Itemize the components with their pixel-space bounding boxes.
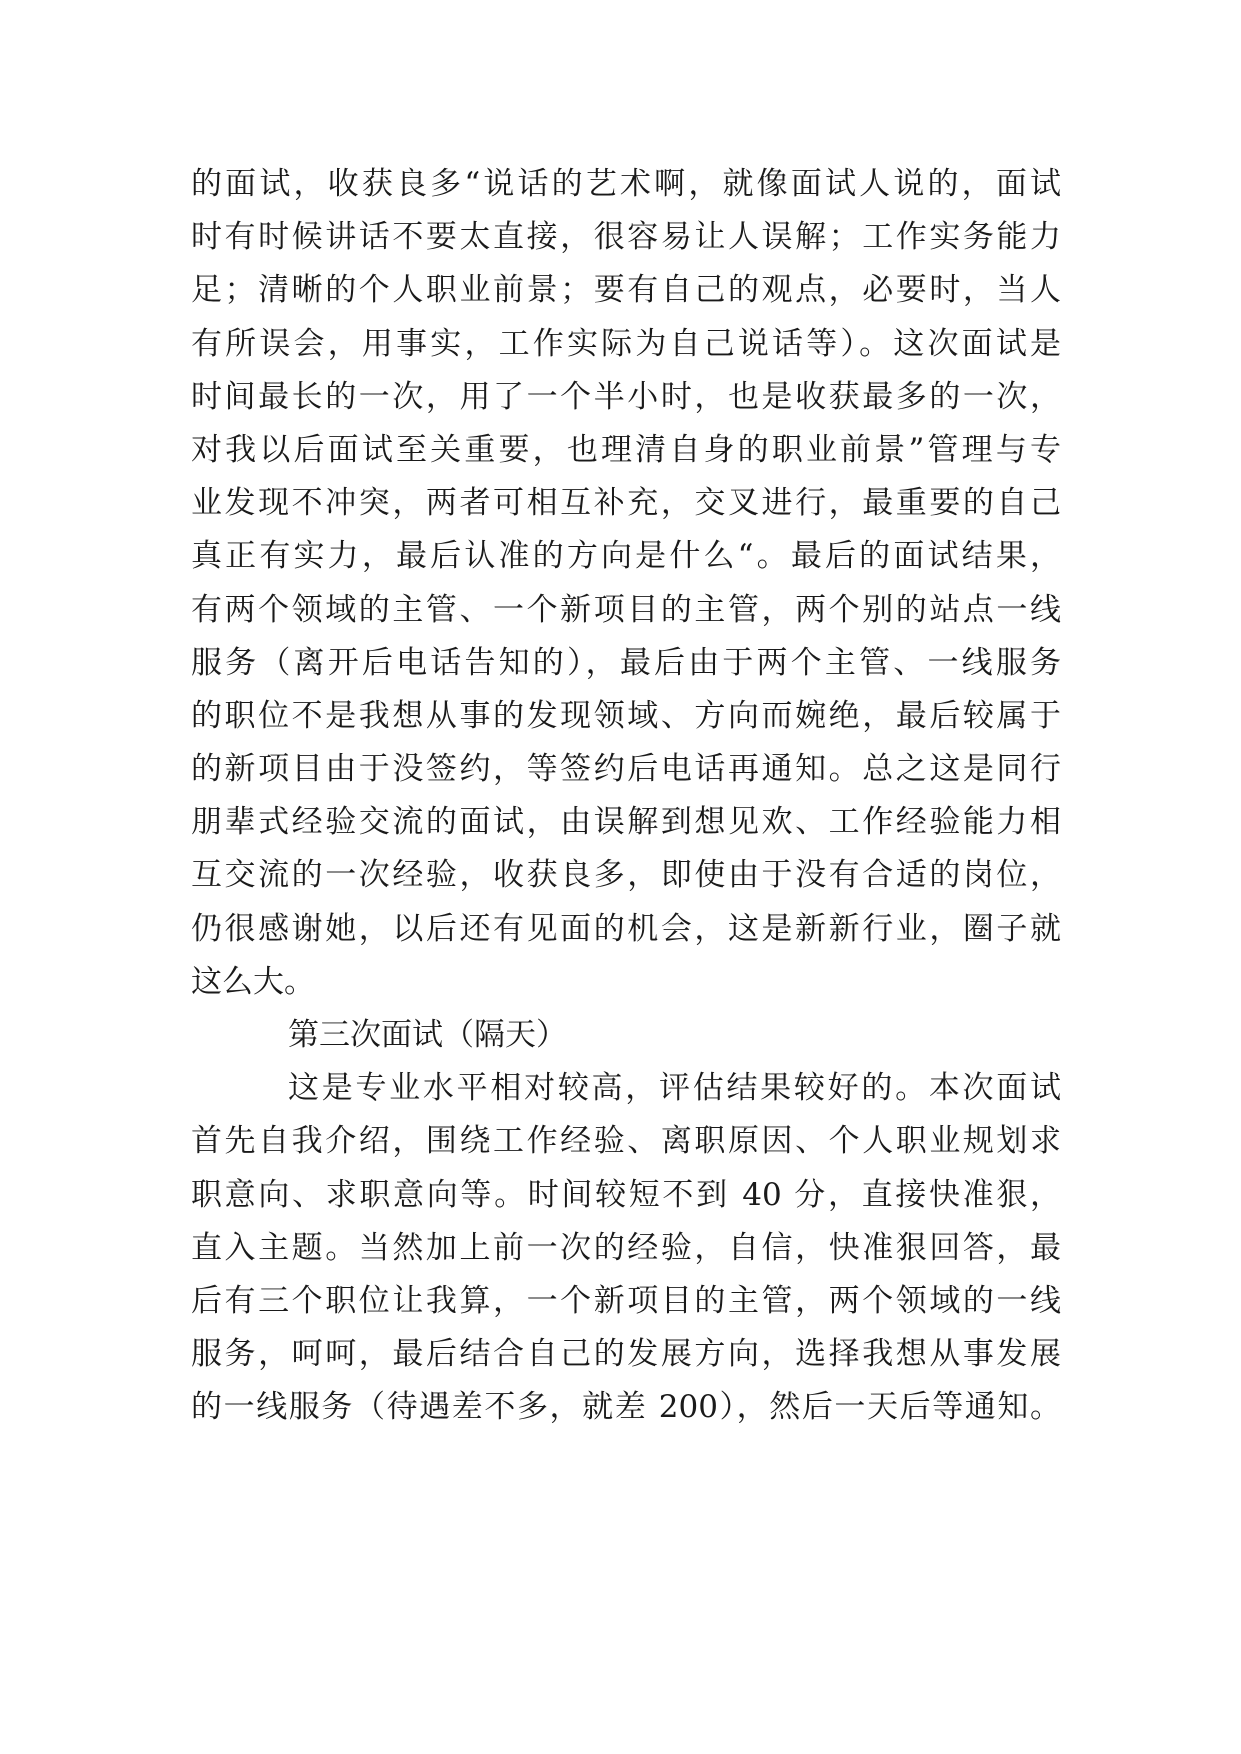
document-body [191,158,1061,1435]
text-line: 有所误会，用事实，工作实际为自己说话等）。这次面试是 [191,325,1061,362]
section-heading: 第三次面试（隔天） [288,1017,567,1053]
text-line: 真正有实力，最后认准的方向是什么“。最后的面试结果， [191,538,1061,575]
text-line: 互交流的一次经验，收获良多，即使由于没有合适的岗位， [191,857,1061,894]
text-line: 这是专业水平相对较高，评估结果较好的。本次面试 [288,1070,1061,1107]
text-line: 时有时候讲话不要太直接，很容易让人误解；工作实务能力 [191,219,1061,256]
text-line: 服务，呵呵，最后结合自己的发展方向，选择我想从事发展 [191,1336,1061,1373]
text-line: 直入主题。当然加上前一次的经验，自信，快准狠回答，最 [191,1229,1061,1266]
text-line: 业发现不冲突，两者可相互补充，交叉进行，最重要的自己 [191,485,1061,522]
text-line: 足；清晰的个人职业前景；要有自己的观点，必要时，当人 [191,272,1061,309]
text-line: 首先自我介绍，围绕工作经验、离职原因、个人职业规划求 [191,1123,1061,1160]
text-line: 的职位不是我想从事的发现领域、方向而婉绝，最后较属于 [191,697,1061,734]
text-line: 服务（离开后电话告知的），最后由于两个主管、一线服务 [191,644,1061,681]
text-line: 仍很感谢她，以后还有见面的机会，这是新新行业，圈子就 [191,910,1061,947]
text-line: 这么大。 [191,963,315,1000]
text-line: 时间最长的一次，用了一个半小时，也是收获最多的一次， [191,378,1061,415]
text-line: 的面试，收获良多“说话的艺术啊，就像面试人说的，面试 [191,166,1061,202]
text-line: 的一线服务（待遇差不多，就差 200），然后一天后等通知。 [191,1389,1061,1426]
text-line: 职意向、求职意向等。时间较短不到 40 分，直接快准狠， [191,1176,1061,1213]
text-line: 有两个领域的主管、一个新项目的主管，两个别的站点一线 [191,591,1061,628]
text-line: 的新项目由于没签约，等签约后电话再通知。总之这是同行 [191,751,1061,788]
text-line: 后有三个职位让我算，一个新项目的主管，两个领域的一线 [191,1282,1061,1319]
text-line: 对我以后面试至关重要，也理清自身的职业前景”管理与专 [191,431,1061,468]
text-line: 朋辈式经验交流的面试，由误解到想见欢、工作经验能力相 [191,804,1061,841]
